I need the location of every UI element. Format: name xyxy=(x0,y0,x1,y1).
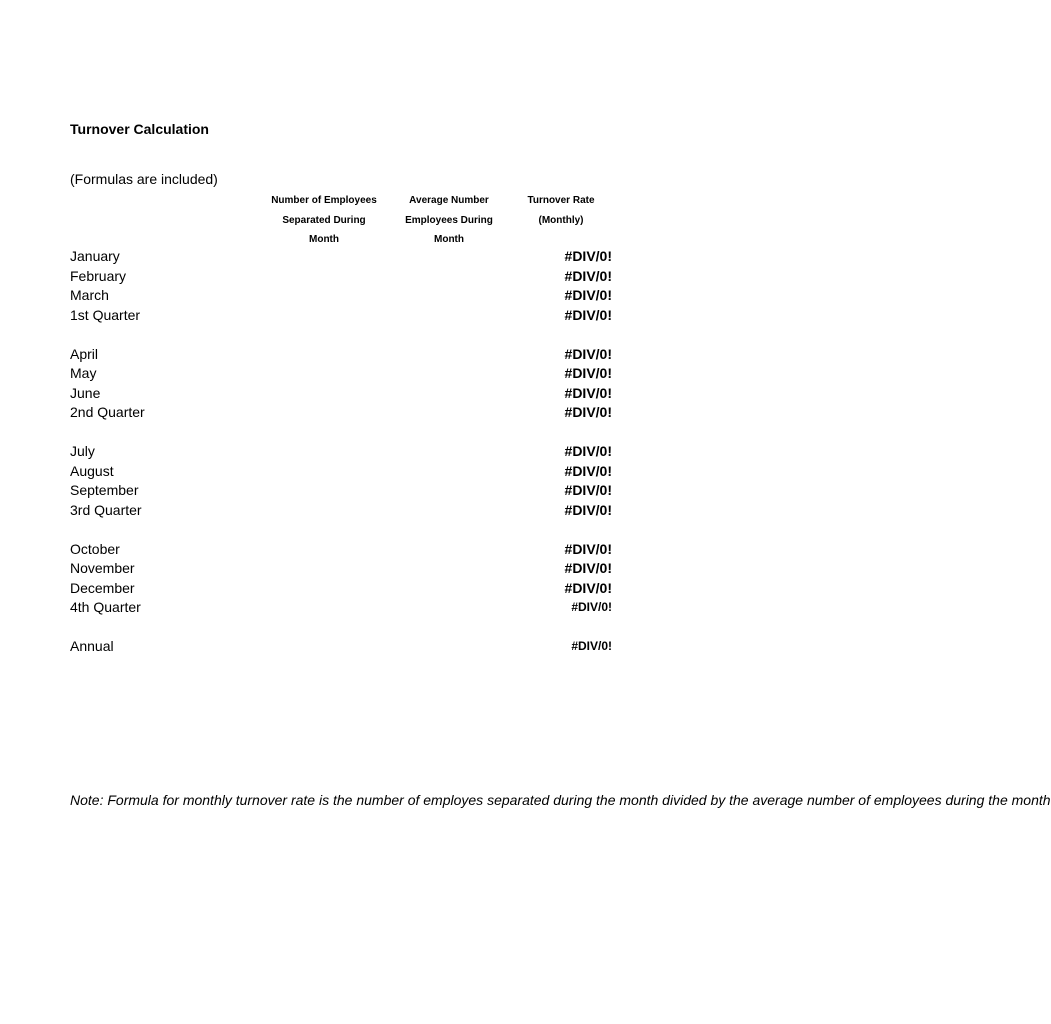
row-label: October xyxy=(70,540,120,557)
row-label: January xyxy=(70,248,120,264)
column-header-line: Turnover Rate xyxy=(527,195,595,206)
table-row xyxy=(70,598,613,618)
row-label: February xyxy=(70,267,127,284)
turnover-rate-cell[interactable]: #DIV/0! xyxy=(564,345,612,362)
turnover-rate-cell[interactable]: #DIV/0! xyxy=(564,501,612,518)
row-label: 1st Quarter xyxy=(70,306,141,323)
table-row xyxy=(70,286,613,306)
turnover-rate-cell[interactable]: #DIV/0! xyxy=(564,287,612,303)
turnover-rate-cell[interactable]: #DIV/0! xyxy=(564,248,612,264)
row-label: March xyxy=(70,287,109,303)
table-row xyxy=(70,345,613,365)
row-label: Annual xyxy=(70,638,114,654)
table-row xyxy=(70,481,613,501)
table-row xyxy=(70,384,613,404)
table-row xyxy=(70,579,613,599)
row-label: November xyxy=(70,560,135,576)
spacer-row xyxy=(70,618,613,638)
turnover-rate-cell[interactable]: #DIV/0! xyxy=(564,560,612,576)
spacer-row xyxy=(70,520,613,540)
table-row xyxy=(70,637,613,657)
turnover-rate-cell[interactable]: #DIV/0! xyxy=(564,365,612,381)
spacer-row xyxy=(70,325,613,345)
table-row xyxy=(70,501,613,521)
turnover-rate-cell[interactable]: #DIV/0! xyxy=(564,443,612,459)
row-label: July xyxy=(70,443,95,459)
column-header-line: Separated During xyxy=(282,214,366,226)
row-label: June xyxy=(70,384,101,401)
column-header-line: Month xyxy=(434,234,464,246)
table-row xyxy=(70,559,613,579)
column-header-line: Average Number xyxy=(409,195,489,206)
formula-note: Note: Formula for monthly turnover rate is the number of employes separated during the month divided by the average number of employees during the month xyxy=(70,792,1051,808)
column-header-line: (Monthly) xyxy=(538,214,584,226)
row-label: 3rd Quarter xyxy=(70,501,142,518)
row-label: 2nd Quarter xyxy=(70,404,145,420)
turnover-rate-cell[interactable]: #DIV/0! xyxy=(564,579,612,596)
table-row xyxy=(70,462,613,482)
table-row xyxy=(70,540,613,560)
table-row xyxy=(70,267,613,287)
turnover-rate-cell[interactable]: #DIV/0! xyxy=(564,482,612,498)
turnover-rate-cell[interactable]: #DIV/0! xyxy=(564,267,612,284)
turnover-rate-cell[interactable]: #DIV/0! xyxy=(564,404,612,420)
turnover-rate-cell[interactable]: #DIV/0! xyxy=(564,540,612,557)
row-label: August xyxy=(70,462,114,479)
row-label: April xyxy=(70,345,99,362)
table-row xyxy=(70,364,613,384)
row-label: May xyxy=(70,365,97,381)
column-header-separated xyxy=(264,191,384,250)
turnover-rate-cell[interactable]: #DIV/0! xyxy=(571,639,612,653)
row-label: 4th Quarter xyxy=(70,599,141,615)
row-label: December xyxy=(70,579,135,596)
column-header-turnover-rate xyxy=(511,191,611,230)
column-header-line: Number of Employees xyxy=(271,195,377,206)
table-row xyxy=(70,247,613,267)
column-header-average xyxy=(389,191,509,250)
table-row xyxy=(70,442,613,462)
sheet-title: Turnover Calculation xyxy=(70,121,209,137)
column-header-line: Employees During xyxy=(405,214,493,226)
turnover-rate-cell[interactable]: #DIV/0! xyxy=(564,462,612,479)
sheet-subtitle: (Formulas are included) xyxy=(70,171,218,187)
column-header-line: Month xyxy=(309,234,339,246)
turnover-rate-cell[interactable]: #DIV/0! xyxy=(571,600,612,614)
table-row xyxy=(70,306,613,326)
turnover-rate-cell[interactable]: #DIV/0! xyxy=(564,306,612,323)
turnover-rate-cell[interactable]: #DIV/0! xyxy=(564,384,612,401)
row-label: September xyxy=(70,482,139,498)
spacer-row xyxy=(70,423,613,443)
table-row xyxy=(70,403,613,423)
turnover-table xyxy=(70,247,613,657)
